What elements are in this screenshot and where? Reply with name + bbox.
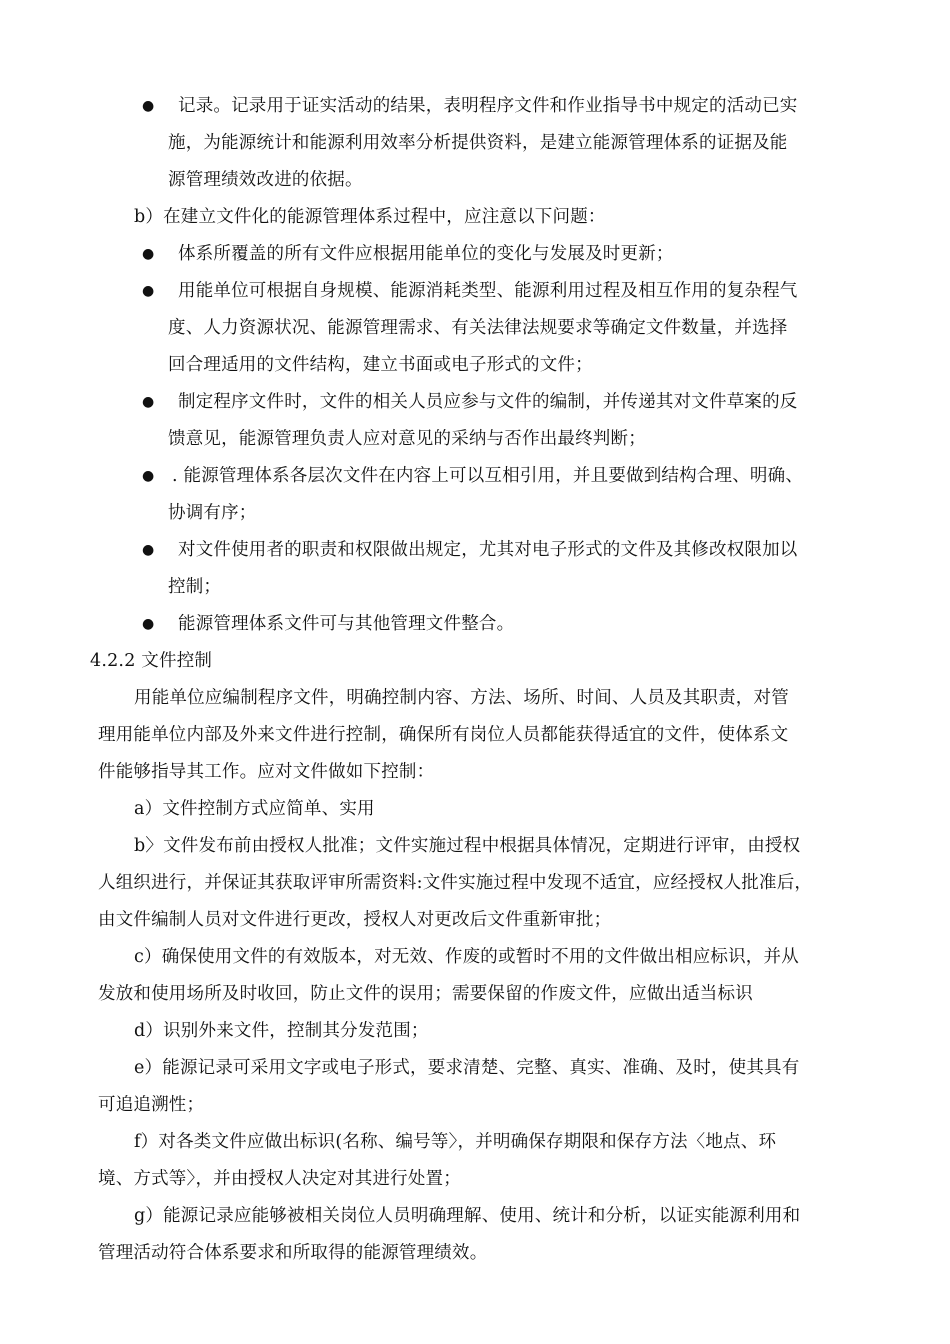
intro-line-2: 理用能单位内部及外来文件进行控制，确保所有岗位人员都能获得适宜的文件，使体系文	[98, 725, 789, 745]
b-bullet-2-line-1: 用能单位可根据自身规模、能源消耗类型、能源利用过程及相互作用的复杂程气	[178, 281, 798, 301]
b-bullet-2-line-3: 回合理适用的文件结构，建立书面或电子形式的文件；	[168, 355, 593, 375]
bullet-dot-icon: ●	[142, 283, 155, 299]
bullet-dot-icon: ●	[142, 616, 155, 632]
b-bullet-5-line-2: 控制；	[168, 577, 222, 597]
item-b-line-3: 由文件编制人员对文件进行更改，授权人对更改后文件重新审批；	[98, 910, 612, 930]
intro-line-1: 用能单位应编制程序文件，明确控制内容、方法、场所、时间、人员及其职责，对管	[134, 688, 789, 708]
intro-line-3: 件能够指导其工作。应对文件做如下控制：	[98, 762, 435, 782]
item-g-line-1: g）能源记录应能够被相关岗位人员明确理解、使用、统计和分析，以证实能源利用和	[134, 1206, 801, 1226]
b-bullet-2-line-2: 度、人力资源状况、能源管理需求、有关法律法规要求等确定文件数量，并选择	[168, 318, 788, 338]
item-f-line-2: 境、方式等〉，并由授权人决定对其进行处置；	[98, 1169, 461, 1189]
item-c-line-1: c）确保使用文件的有效版本，对无效、作废的或暂时不用的文件做出相应标识，并从	[134, 947, 799, 967]
item-b-line-1: b〉文件发布前由授权人批准；文件实施过程中根据具体情况，定期进行评审，由授权	[134, 836, 801, 856]
b-bullet-4-line-1: . 能源管理体系各层次文件在内容上可以互相引用，并且要做到结构合理、明确、	[172, 466, 804, 486]
section-heading-4-2-2: 4.2.2 文件控制	[90, 651, 213, 671]
b-bullet-3-line-1: 制定程序文件时，文件的相关人员应参与文件的编制，并传递其对文件草案的反	[178, 392, 798, 412]
item-b-line-2: 人组织进行，并保证其获取评审所需资料:文件实施过程中发现不适宜，应经授权人批准后，	[98, 873, 813, 893]
record-bullet-line-3: 源管理绩效改进的依据。	[168, 170, 363, 190]
b-bullet-5-line-1: 对文件使用者的职责和权限做出规定，尤其对电子形式的文件及其修改权限加以	[178, 540, 798, 560]
b-bullet-3-line-2: 馈意见，能源管理负责人应对意见的采纳与否作出最终判断；	[168, 429, 646, 449]
section-b-heading: b）在建立文件化的能源管理体系过程中，应注意以下问题：	[134, 207, 606, 227]
b-bullet-6-line-1: 能源管理体系文件可与其他管理文件整合。	[178, 614, 515, 634]
bullet-dot-icon: ●	[142, 468, 155, 484]
bullet-dot-icon: ●	[142, 394, 155, 410]
record-bullet-line-1: 记录。记录用于证实活动的结果，表明程序文件和作业指导书中规定的活动已实	[178, 96, 798, 116]
bullet-dot-icon: ●	[142, 98, 155, 114]
item-f-line-1: f）对各类文件应做出标识(名称、编号等〉，并明确保存期限和保存方法〈地点、环	[134, 1132, 777, 1152]
b-bullet-4-line-2: 协调有序；	[168, 503, 257, 523]
record-bullet-line-2: 施，为能源统计和能源利用效率分析提供资料，是建立能源管理体系的证据及能	[168, 133, 788, 153]
b-bullet-1-line-1: 体系所覆盖的所有文件应根据用能单位的变化与发展及时更新；	[178, 244, 674, 264]
item-a-line-1: a）文件控制方式应简单、实用	[134, 799, 375, 819]
item-d-line-1: d）识别外来文件，控制其分发范围；	[134, 1021, 429, 1041]
item-e-line-1: e）能源记录可采用文字或电子形式，要求清楚、完整、真实、准确、及时，使其具有	[134, 1058, 800, 1078]
bullet-dot-icon: ●	[142, 246, 155, 262]
item-c-line-2: 发放和使用场所及时收回，防止文件的误用；需要保留的作废文件，应做出适当标识	[98, 984, 753, 1004]
bullet-dot-icon: ●	[142, 542, 155, 558]
item-g-line-2: 管理活动符合体系要求和所取得的能源管理绩效。	[98, 1243, 488, 1263]
item-e-line-2: 可追追溯性；	[98, 1095, 205, 1115]
